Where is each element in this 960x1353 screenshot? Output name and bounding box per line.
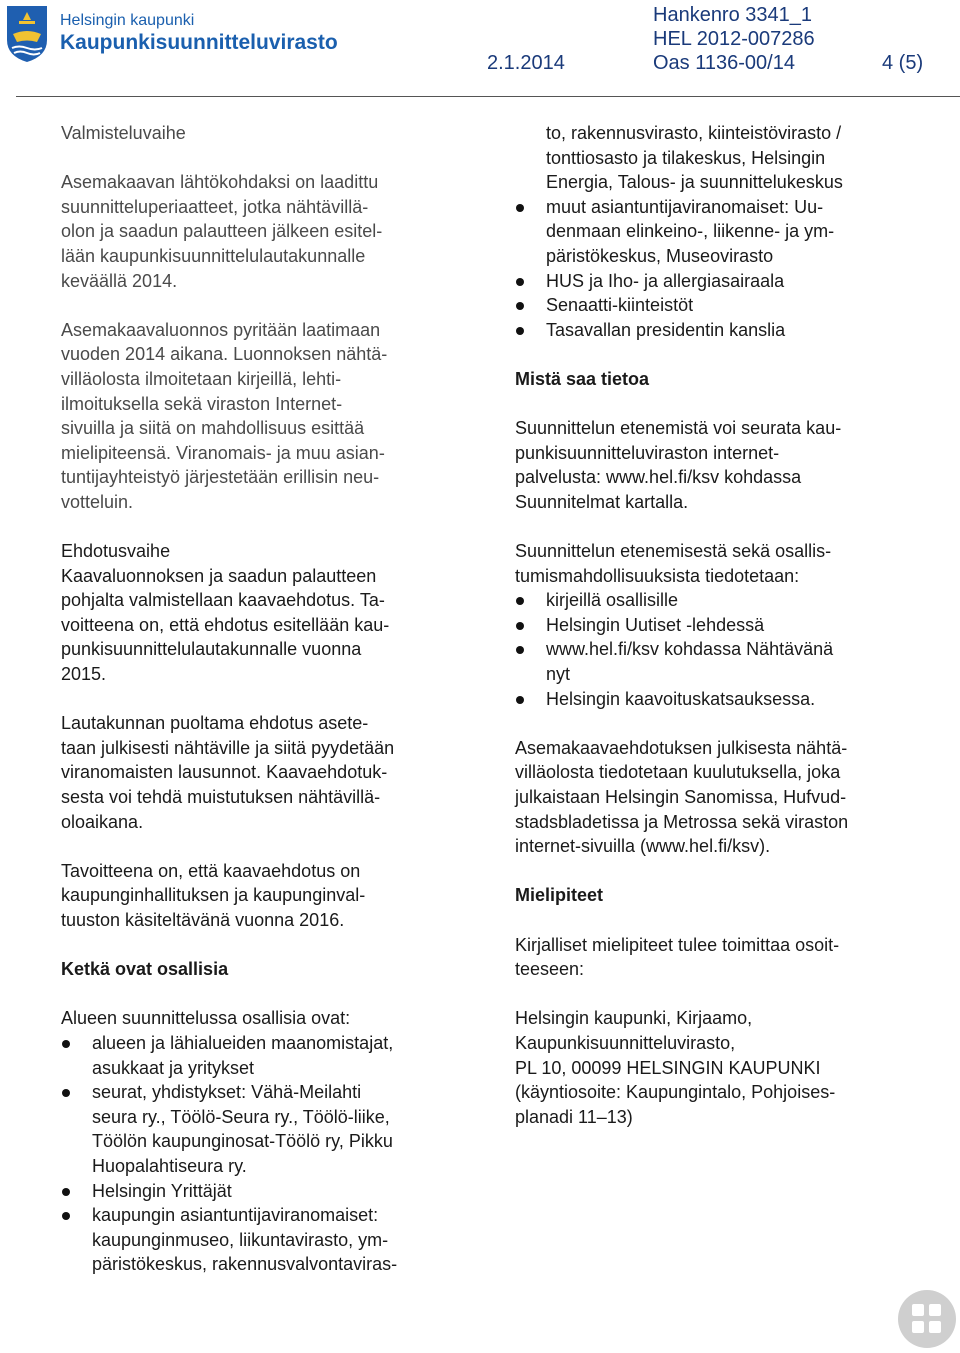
list-item: muut asiantuntijaviranomaiset: Uu- denmaan elinkeino-, liikenne- ja ym- päristökeskus, Museovirasto xyxy=(515,195,915,269)
list-item: Helsingin kaavoituskatsauksessa. xyxy=(515,687,915,712)
list-item: Senaatti-kiinteistöt xyxy=(515,293,915,318)
app-grid-button[interactable] xyxy=(898,1290,956,1348)
hel-number: HEL 2012-007286 xyxy=(653,28,815,50)
paragraph-osalliset-intro: Alueen suunnittelussa osallisia ovat: xyxy=(61,1008,351,1029)
paragraph-lautakunta: Lautakunnan puoltama ehdotus asete- taan julkisesti nähtäville ja siitä pyydetään viranomaisten lausunnot. Kaavaehdotuk- sesta voi tehdä muistutuksen nähtävillä- oloaikana. xyxy=(61,713,395,832)
paragraph-tavoite: Tavoitteena on, että kaavaehdotus on kaupunginhallituksen ja kaupunginval- tuuston käsiteltävänä vuonna 2016. xyxy=(61,860,366,930)
list-item: seurat, yhdistykset: Vähä-Meilahti seura ry., Töölö-Seura ry., Töölö-liike, Töölön kaupunginosat-Töölö ry, Pikku Huopalahtiseura ry. xyxy=(61,1080,461,1178)
paragraph-tiedotetaan: Suunnittelun etenemisestä sekä osallis- tumismahdollisuuksista tiedotetaan: xyxy=(515,541,832,586)
paragraph-valmistelu: Asemakaavan lähtökohdaksi on laadittu suunnitteluperiaatteet, jotka nähtävillä- olon ja saadun palautteen jälkeen esitel- lään kaupunkisuunnittelulautakunnalle keväällä 2014. xyxy=(61,172,383,291)
heading-valmisteluvaihe: Valmisteluvaihe xyxy=(61,123,186,143)
oas-number: Oas 1136-00/14 xyxy=(653,52,795,74)
helsinki-crest-logo xyxy=(4,4,50,64)
hankenro: Hankenro 3341_1 xyxy=(653,4,813,26)
list-item: kaupungin asiantuntijaviranomaiset: kaupunginmuseo, liikuntavirasto, ym- päristökeskus, rakennusvalvontaviras- xyxy=(61,1203,461,1277)
paragraph-ehdotusvaihe: Ehdotusvaihe Kaavaluonnoksen ja saadun palautteen pohjalta valmistellaan kaavaehdotus. Ta- voitteena on, että ehdotus esitellään kau- punkisuunnittelulautakunnalle vuonna 2015. xyxy=(61,541,390,685)
paragraph-seurata: Suunnittelun etenemistä voi seurata kau- punkisuunnitteluviraston internet- palvelusta: www.hel.fi/ksv kohdassa Suunnitelmat kartalla. xyxy=(515,418,842,512)
left-column xyxy=(61,121,461,1277)
heading-osalliset: Ketkä ovat osallisia xyxy=(61,959,229,980)
org-city-name: Helsingin kaupunki xyxy=(60,12,195,29)
tiedotus-list xyxy=(515,588,915,711)
list-item: kirjeillä osallisille xyxy=(515,588,915,613)
list-item: www.hel.fi/ksv kohdassa Nähtävänä nyt xyxy=(515,637,915,686)
paragraph-kuulutus: Asemakaavaehdotuksen julkisesta nähtä- villäolosta tiedotetaan kuulutuksella, joka julkaistaan Helsingin Sanomissa, Hufvud- stadsbladetissa ja Metrossa sekä viraston internet-sivuilla (www.hel.fi/ksv). xyxy=(515,737,849,857)
right-column xyxy=(515,121,915,1129)
org-department-name: Kaupunkisuunnitteluvirasto xyxy=(60,31,338,54)
list-item: alueen ja lähialueiden maanomistajat, asukkaat ja yritykset xyxy=(61,1031,461,1080)
paragraph-luonnos: Asemakaavaluonnos pyritään laatimaan vuoden 2014 aikana. Luonnoksen nähtä- villäolosta ilmoitetaan kirjeillä, lehti- ilmoituksella sekä viraston Internet- sivuilla ja siitä on mahdollisuus esittää mielipiteensä. Viranomais- ja muu asian- tuntijayhteistyö järjestetään erillisin neu- votteluin. xyxy=(61,319,388,512)
list-item: HUS ja Iho- ja allergiasairaala xyxy=(515,269,915,294)
osalliset-list xyxy=(61,1031,461,1277)
heading-mielipiteet: Mielipiteet xyxy=(515,885,604,906)
header-divider xyxy=(16,96,960,97)
paragraph-mielipiteet: Kirjalliset mielipiteet tulee toimittaa osoit- teeseen: xyxy=(515,934,840,980)
page-number: 4 (5) xyxy=(882,52,924,74)
list-item: Helsingin Uutiset -lehdessä xyxy=(515,613,915,638)
mailing-address: Helsingin kaupunki, Kirjaamo, Kaupunkisuunnitteluvirasto, PL 10, 00099 HELSINGIN KAUPUNKI (käyntiosoite: Kaupungintalo, Pohjoises- planadi 11–13) xyxy=(515,1008,836,1127)
heading-mista-saa-tietoa: Mistä saa tietoa xyxy=(515,368,650,389)
viranomaiset-list xyxy=(515,195,915,343)
paragraph-continuation: to, rakennusvirasto, kiinteistövirasto / tonttiosasto ja tilakeskus, Helsingin Energia, Talous- ja suunnittelukeskus xyxy=(546,123,843,193)
list-item: Tasavallan presidentin kanslia xyxy=(515,318,915,343)
list-item: Helsingin Yrittäjät xyxy=(61,1179,461,1204)
app-grid-icon xyxy=(898,1290,956,1348)
document-date: 2.1.2014 xyxy=(487,52,565,74)
